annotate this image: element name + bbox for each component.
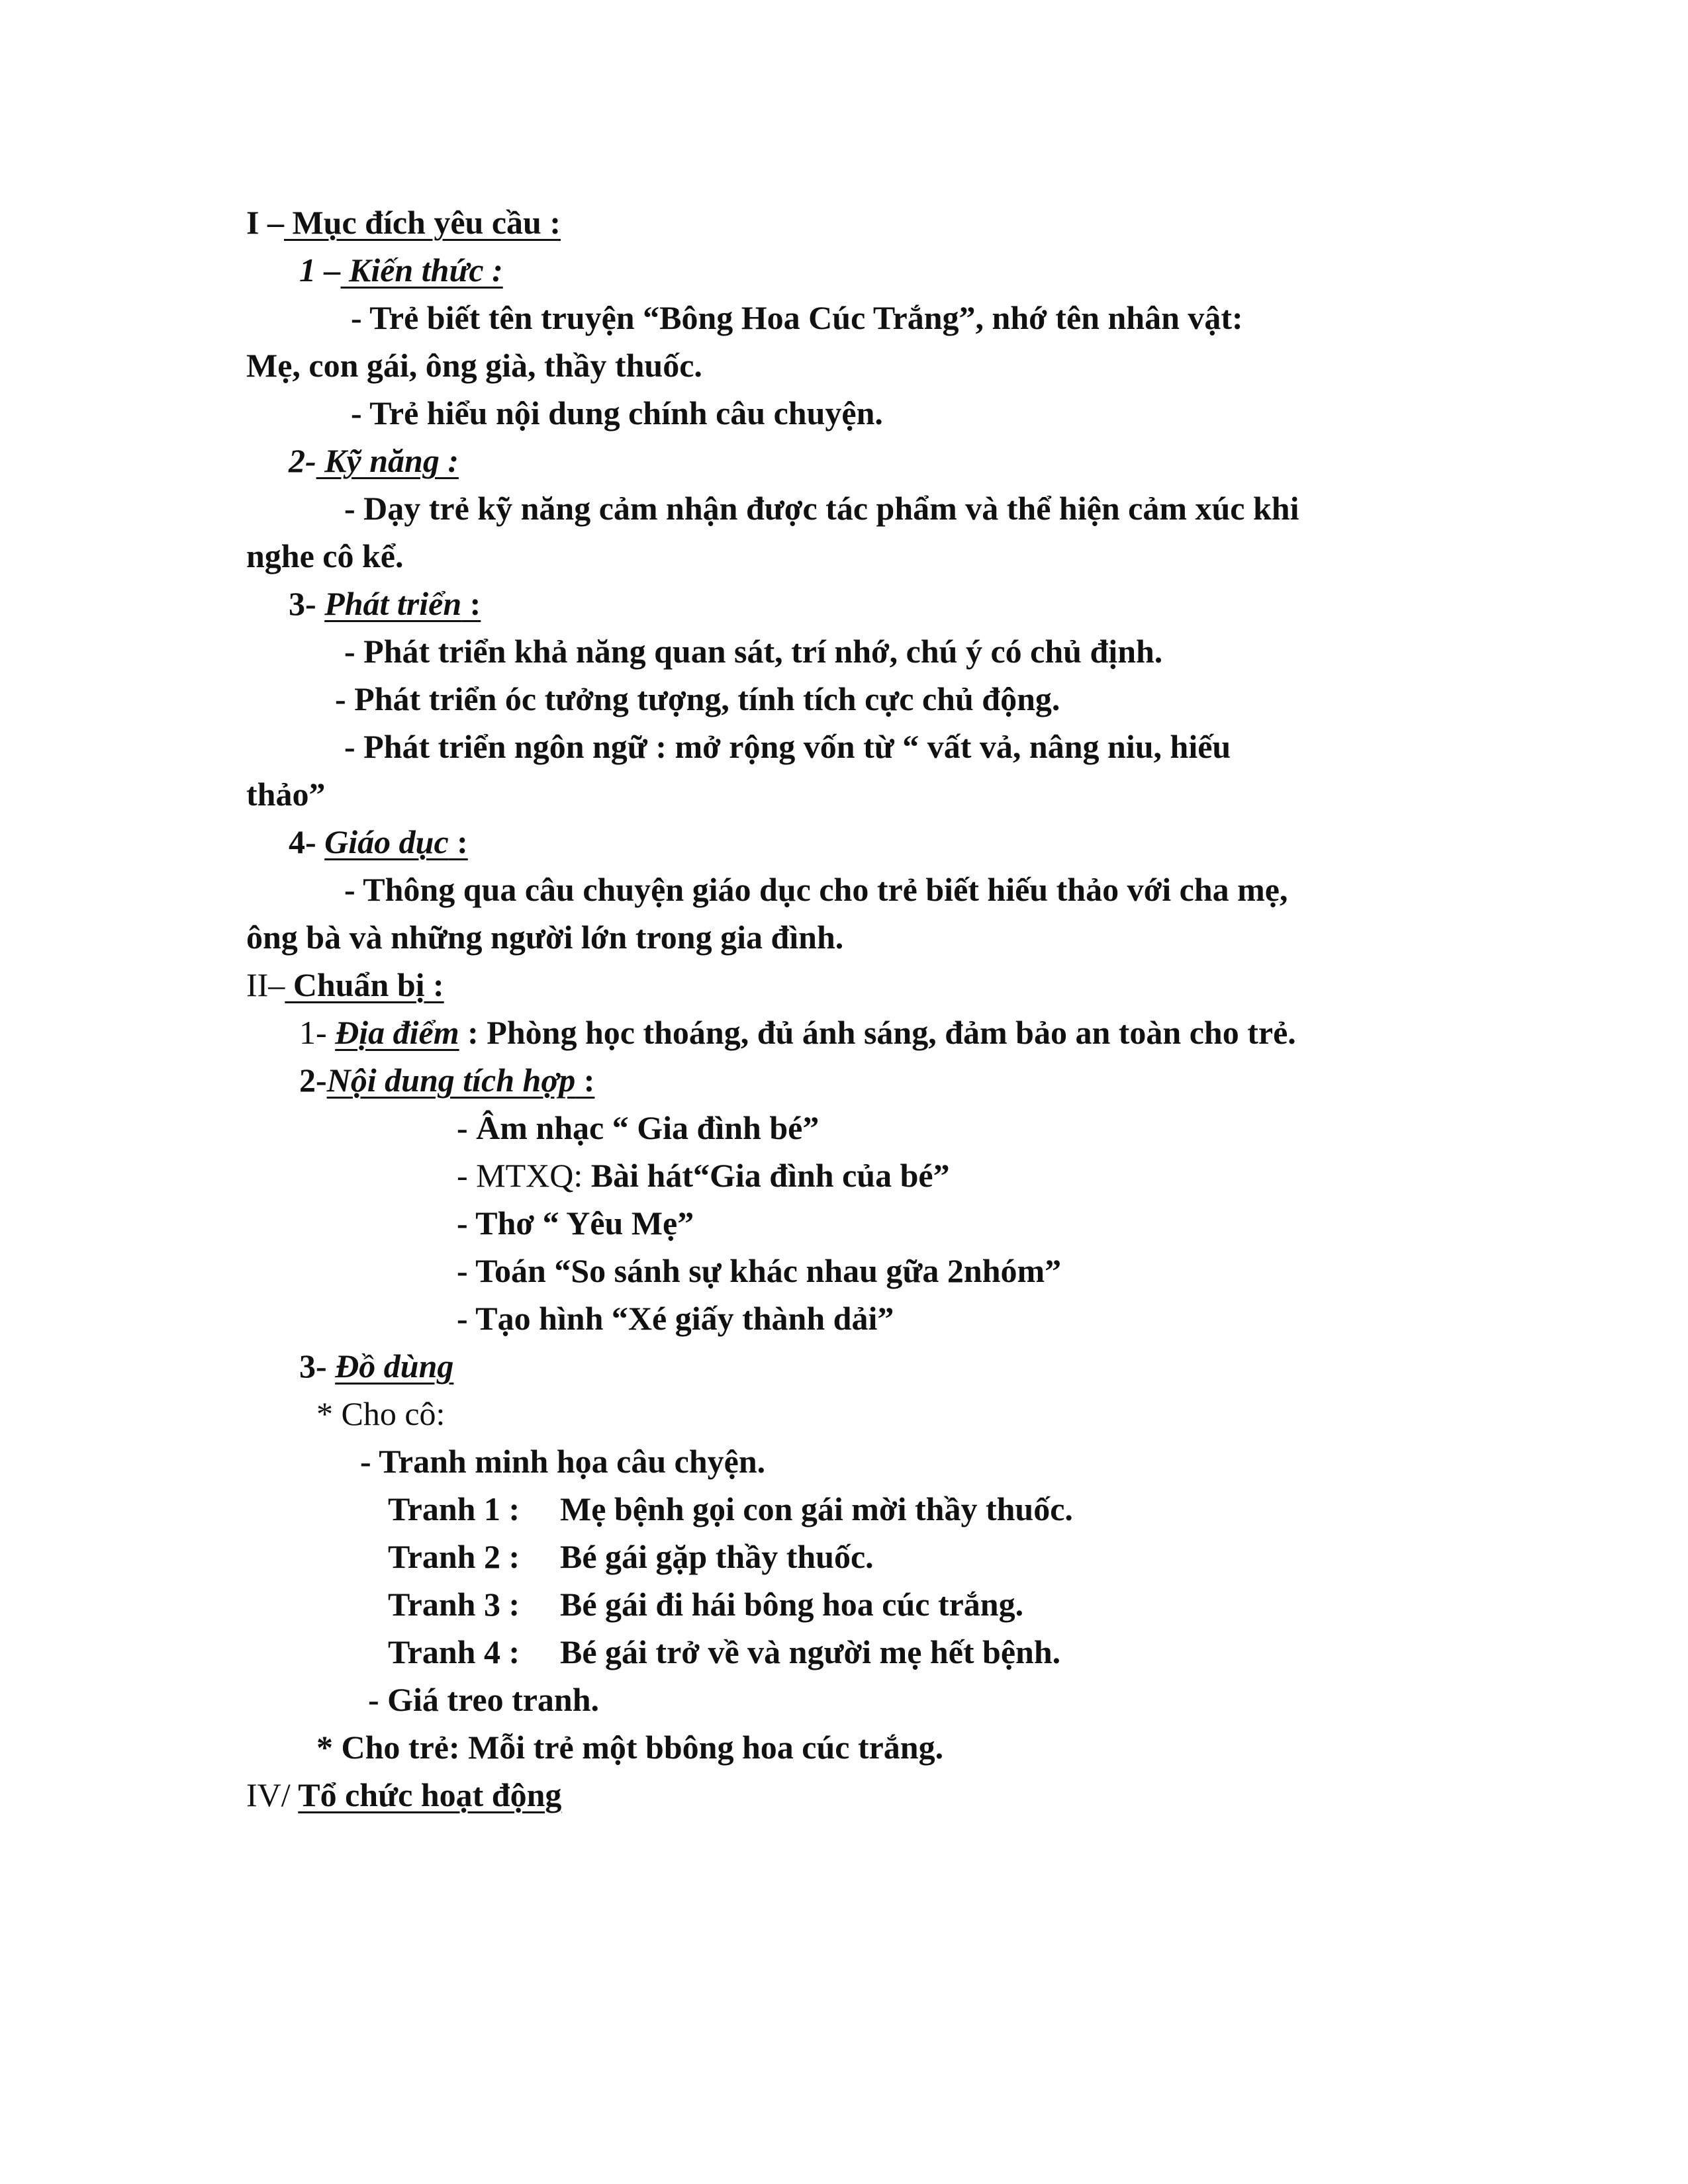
section-4-heading — [246, 1775, 561, 1815]
paragraph-line: - Phát triển óc tưởng tượng, tính tích cực chủ động. — [335, 680, 1060, 717]
paragraph-line: nghe cô kể. — [246, 537, 404, 574]
integration-heading: 2-Nội dung tích hợp : — [299, 1062, 595, 1099]
picture-line: Tranh 2 : Bé gái gặp thầy thuốc. — [388, 1538, 874, 1575]
section-4-number: IV/ — [246, 1776, 291, 1813]
materials-label: Đồ dùng — [335, 1347, 454, 1385]
picture-label: Tranh 4 : — [388, 1633, 520, 1670]
paragraph-line: - Dạy trẻ kỹ năng cảm nhận được tác phẩm và thể hiện cảm xúc khi — [344, 490, 1299, 527]
paragraph-line: - Thông qua câu chuyện giáo dục cho trẻ biết hiếu thảo với cha mẹ, — [344, 871, 1288, 908]
location-label: Địa điểm — [335, 1014, 459, 1051]
subsection-3-heading: 3- Phát triển : — [289, 585, 481, 622]
subsection-3-number: 3- — [289, 585, 316, 622]
stand-line: - Giá treo tranh. — [368, 1681, 600, 1718]
section-2-number: II– — [246, 966, 285, 1003]
section-2-heading — [246, 965, 444, 1005]
location-line: 1- Địa điểm : Phòng học thoáng, đủ ánh sáng, đảm bảo an toàn cho trẻ. — [299, 1014, 1296, 1051]
subsection-1-heading — [299, 250, 503, 290]
paragraph-line: Mẹ, con gái, ông già, thầy thuốc. — [246, 347, 702, 384]
subsection-1-title: Kiến thức : — [340, 251, 503, 289]
picture-line: Tranh 4 : Bé gái trở về và người mẹ hết bệnh. — [388, 1633, 1061, 1670]
paragraph-line: - Phát triển khả năng quan sát, trí nhớ, chú ý có chủ định. — [344, 633, 1163, 670]
picture-line: Tranh 3 : Bé gái đi hái bông hoa cúc trắng. — [388, 1586, 1024, 1623]
section-2-title: Chuẩn bị : — [285, 966, 444, 1003]
picture-label: Tranh 3 : — [388, 1586, 520, 1623]
integration-item: - Toán “So sánh sự khác nhau gữa 2nhóm” — [457, 1252, 1062, 1289]
materials-heading: 3- Đồ dùng — [299, 1347, 454, 1385]
section-4-title: Tổ chức hoạt động — [298, 1776, 562, 1813]
picture-label: Tranh 2 : — [388, 1538, 520, 1575]
picture-intro-line: - Tranh minh họa câu chyện. — [360, 1443, 766, 1480]
subsection-3-title: Phát triển — [324, 585, 462, 622]
integration-item: - Thơ “ Yêu Mẹ” — [457, 1205, 694, 1242]
integration-item: - Âm nhạc “ Gia đình bé” — [457, 1109, 820, 1146]
section-1-heading — [246, 203, 561, 242]
integration-label: Nội dung tích hợp — [326, 1062, 576, 1099]
subsection-4-heading: 4- Giáo dục : — [289, 823, 468, 860]
for-children-line: * Cho trẻ: Mỗi trẻ một bbông hoa cúc trắng. — [316, 1729, 944, 1766]
section-1-number: I – — [246, 204, 284, 241]
subsection-4-number: 4- — [289, 823, 316, 860]
integration-item: - MTXQ: Bài hát“Gia đình của bé” — [457, 1157, 950, 1194]
picture-line: Tranh 1 : Mẹ bệnh gọi con gái mời thầy thuốc. — [388, 1490, 1073, 1527]
paragraph-line: ông bà và những người lớn trong gia đình. — [246, 919, 844, 956]
paragraph-line: - Trẻ biết tên truyện “Bông Hoa Cúc Trắng”, nhớ tên nhân vật: — [351, 299, 1243, 336]
subsection-2-title: Kỹ năng : — [316, 442, 459, 479]
paragraph-line: - Phát triển ngôn ngữ : mở rộng vốn từ “ vất vả, nâng niu, hiếu — [344, 728, 1231, 765]
section-1-title: Mục đích yêu cầu : — [283, 204, 561, 241]
subsection-4-title: Giáo dục — [324, 823, 449, 860]
integration-item: - Tạo hình “Xé giấy thành dải” — [457, 1300, 894, 1337]
paragraph-line: - Trẻ hiểu nội dung chính câu chuyện. — [351, 394, 883, 432]
for-teacher-line: * Cho cô: — [316, 1395, 445, 1432]
picture-label: Tranh 1 : — [388, 1490, 520, 1527]
subsection-1-number: 1 – — [299, 251, 341, 289]
paragraph-line: thảo” — [246, 776, 326, 813]
subsection-2-heading — [289, 441, 459, 480]
subsection-2-number: 2- — [289, 442, 316, 479]
